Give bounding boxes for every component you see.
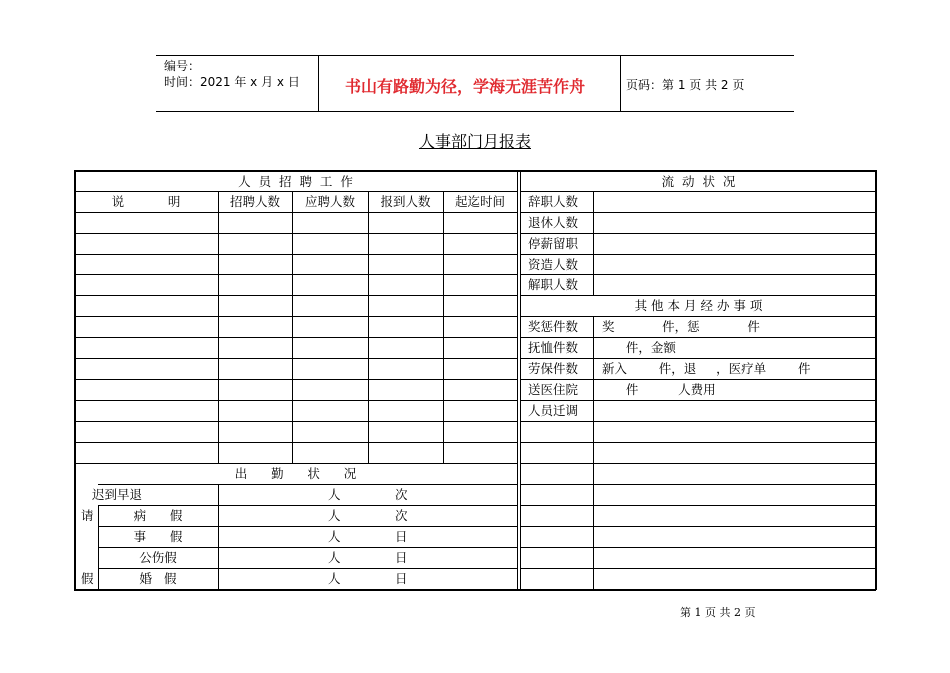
table-rule (218, 484, 219, 590)
late-unit-person: 人 (328, 487, 341, 502)
other-row-label: 劳保件数 (528, 361, 579, 376)
leave-type-label: 婚 假 (139, 571, 177, 586)
table-rule (521, 547, 876, 548)
flow-row-label: 资造人数 (528, 257, 579, 272)
page-indicator: 页码：第 1 页 共 2 页 (626, 78, 745, 92)
leave-type-label: 病 假 (133, 508, 183, 523)
table-rule (74, 400, 517, 401)
header-motto: 书山有路勤为径，学海无涯苦作舟 (344, 77, 585, 96)
leave-unit-count: 日 (395, 550, 408, 565)
flow-section-header: 流 动 状 况 (661, 174, 736, 189)
leave-vertical-label: 假 (81, 571, 94, 586)
header-divider (620, 56, 621, 111)
header-divider (318, 56, 319, 111)
header-meta (164, 58, 300, 90)
other-row-value: 奖 件，惩 件 (602, 319, 760, 334)
leave-vertical-label: 请 (81, 508, 94, 523)
page-footer: 第 1 页 共 2 页 (680, 606, 756, 619)
document-header (156, 55, 794, 112)
other-row-value: 件，金额 (602, 340, 676, 355)
other-row-label: 人员迁调 (528, 403, 579, 418)
flow-row-label: 解职人数 (528, 277, 579, 292)
table-rule (368, 191, 369, 463)
leave-unit-count: 日 (395, 571, 408, 586)
table-rule (521, 463, 876, 464)
table-rule (443, 191, 444, 463)
table-rule (74, 379, 517, 380)
leave-type-label: 公伤假 (139, 550, 177, 565)
col-header-apply: 应聘人数 (304, 194, 355, 209)
table-border (74, 589, 876, 591)
leave-type-label: 事 假 (133, 529, 183, 544)
table-rule (521, 421, 876, 422)
flow-row-label: 退休人数 (528, 215, 579, 230)
col-header-report: 报到人数 (380, 194, 431, 209)
table-rule (292, 191, 293, 463)
flow-row-label: 辞职人数 (528, 194, 579, 209)
table-rule (74, 337, 517, 338)
table-rule (74, 421, 517, 422)
table-rule (521, 526, 876, 527)
table-rule (521, 568, 876, 569)
other-section-header: 其 他 本 月 经 办 事 项 (634, 298, 763, 313)
leave-unit-count: 次 (395, 508, 408, 523)
attendance-section-header: 出 勤 状 况 (234, 466, 357, 481)
report-table (74, 170, 876, 590)
leave-unit-person: 人 (328, 550, 341, 565)
table-rule (74, 295, 517, 296)
time-label: 时间：2021 年 x 月 x 日 (164, 75, 300, 89)
table-rule (74, 254, 517, 255)
table-rule (74, 212, 517, 213)
col-header-hire: 招聘人数 (229, 194, 280, 209)
late-label: 迟到早退 (92, 487, 143, 502)
col-header-desc: 说 明 (111, 194, 181, 209)
table-rule (74, 233, 517, 234)
table-rule (593, 191, 594, 295)
table-rule (593, 316, 594, 590)
leave-unit-count: 日 (395, 529, 408, 544)
table-rule (74, 274, 517, 275)
other-row-label: 奖惩件数 (528, 319, 579, 334)
table-rule (521, 484, 876, 485)
other-row-value: 新入 件，退 ，医疗单 件 (602, 361, 811, 376)
other-row-label: 送医住院 (528, 382, 579, 397)
table-rule (74, 358, 517, 359)
leave-unit-person: 人 (328, 529, 341, 544)
table-rule (74, 442, 517, 443)
recruit-section-header: 人 员 招 聘 工 作 (238, 174, 353, 189)
table-rule (521, 505, 876, 506)
late-unit-count: 次 (395, 487, 408, 502)
leave-unit-person: 人 (328, 508, 341, 523)
leave-unit-person: 人 (328, 571, 341, 586)
table-rule (521, 442, 876, 443)
number-label: 编号： (164, 59, 201, 73)
other-row-value: 件 人费用 (602, 382, 716, 397)
table-rule (98, 484, 518, 485)
half-divider (517, 170, 518, 590)
report-title: 人事部门月报表 (418, 132, 531, 151)
other-row-label: 抚恤件数 (528, 340, 579, 355)
flow-row-label: 停薪留职 (528, 236, 579, 251)
col-header-period: 起迄时间 (454, 194, 505, 209)
table-rule (218, 191, 219, 463)
table-rule (74, 316, 517, 317)
